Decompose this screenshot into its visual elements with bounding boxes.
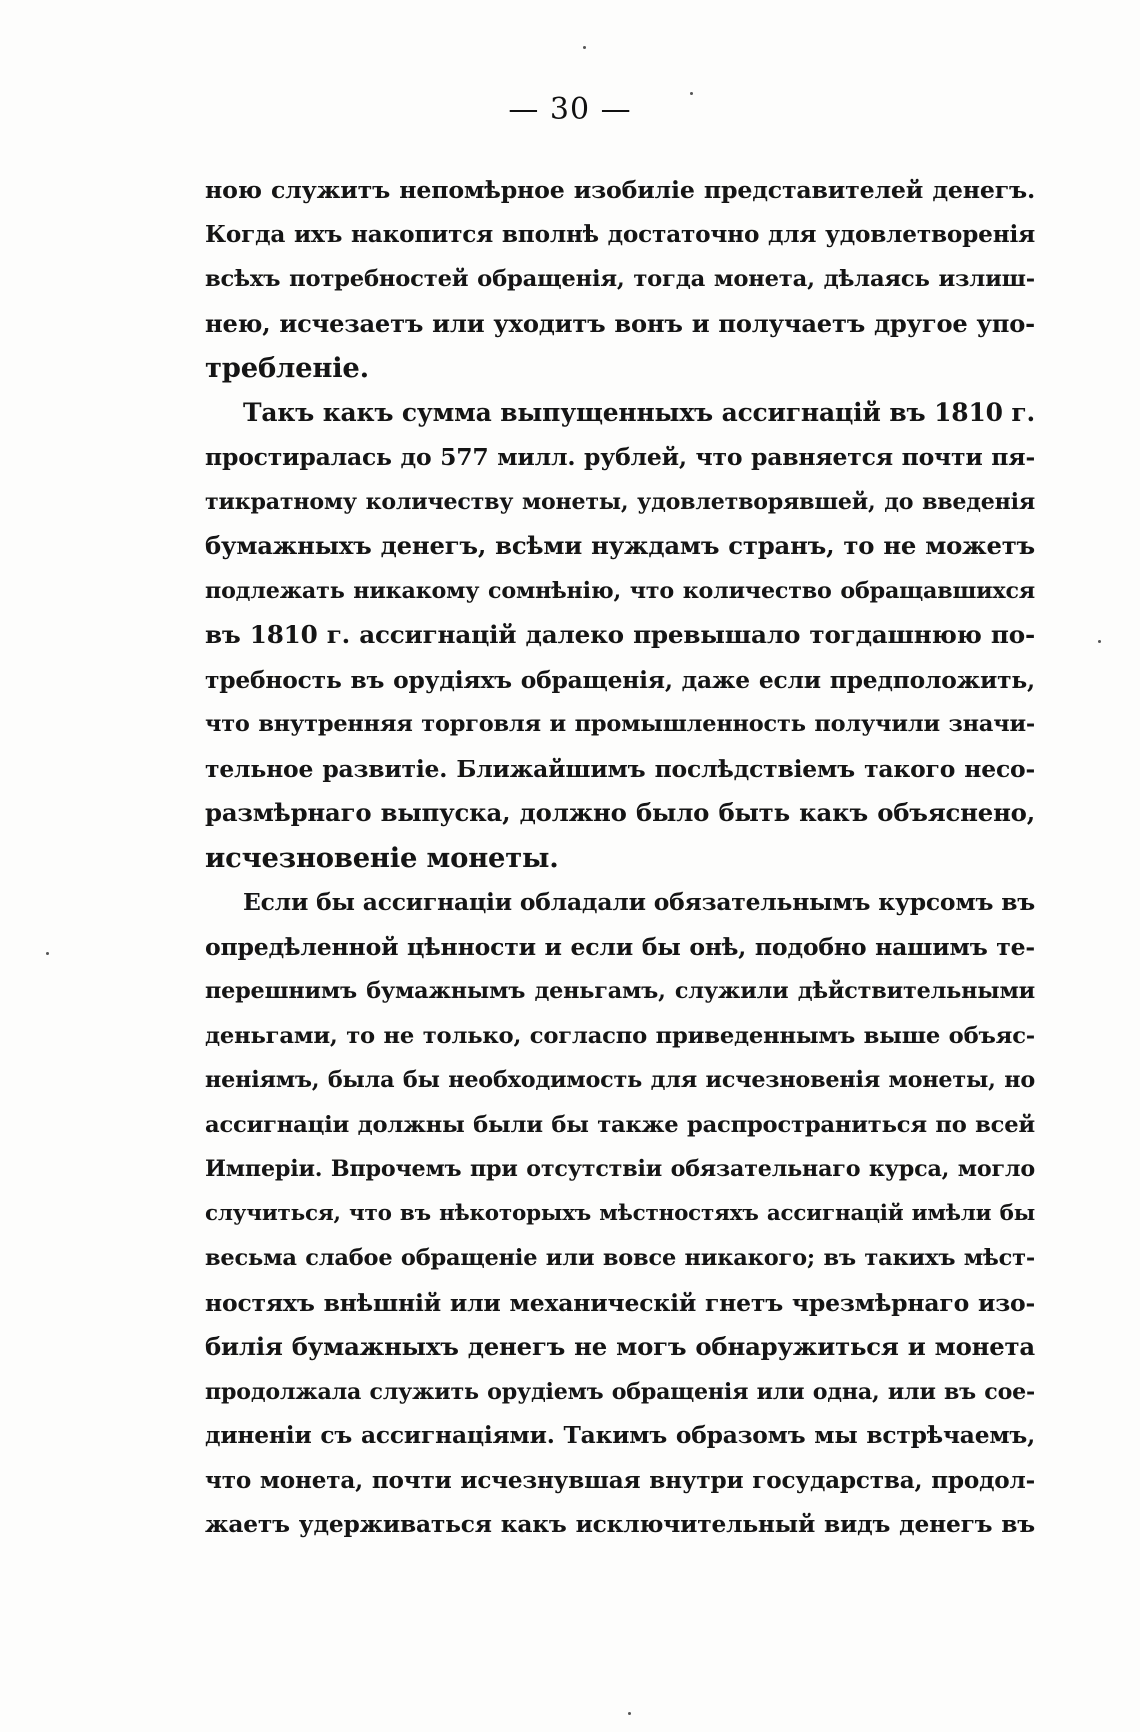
paragraph-2 bbox=[205, 391, 1035, 881]
body-text bbox=[205, 168, 1035, 1548]
text-line: билія бумажныхъ денегъ не могъ обнаружиться и монета bbox=[205, 1332, 1035, 1361]
text-line: Когда ихъ накопится вполнѣ достаточно для удовлетворенія bbox=[205, 220, 1035, 248]
text-line: въ 1810 г. ассигнацій далеко превышало тогдашнюю по- bbox=[205, 620, 1035, 649]
text-line: тельное развитіе. Ближайшимъ послѣдствіемъ такого несо- bbox=[205, 754, 1035, 783]
text-line: требность въ орудіяхъ обращенія, даже если предположить, bbox=[205, 665, 1035, 694]
text-line: размѣрнаго выпуска, должно было быть какъ объяснено, bbox=[205, 798, 1035, 827]
text-line: Если бы ассигнаціи обладали обязательнымъ курсомъ въ bbox=[243, 888, 1035, 916]
scan-speck bbox=[46, 952, 49, 955]
text-line: что внутренняя торговля и промышленность получили значи- bbox=[205, 711, 1035, 737]
text-line: Имперіи. Впрочемъ при отсутствіи обязательнаго курса, могло bbox=[205, 1156, 1035, 1182]
text-line: случиться, что въ нѣкоторыхъ мѣстностяхъ ассигнацій имѣли бы bbox=[205, 1200, 1035, 1226]
text-line: ассигнаціи должны были бы также распространиться по всей bbox=[205, 1111, 1035, 1138]
text-line: простиралась до 577 милл. рублей, что равняется почти пя- bbox=[205, 443, 1035, 471]
text-line: ною служитъ непомѣрное изобиліе представителей денегъ. bbox=[205, 176, 1035, 204]
text-line: нею, исчезаетъ или уходитъ вонъ и получаетъ другое упо- bbox=[205, 308, 1035, 338]
text-line: продолжала служить орудіемъ обращенія или одна, или въ сое- bbox=[205, 1378, 1035, 1405]
text-line: тикратному количеству монеты, удовлетворявшей, до введенія bbox=[205, 488, 1035, 515]
scan-speck bbox=[628, 1712, 631, 1715]
scan-speck bbox=[583, 46, 586, 49]
text-line: деньгами, то не только, согласпо приведеннымъ выше объяс- bbox=[205, 1022, 1035, 1049]
page-number: — 30 — bbox=[508, 92, 632, 127]
text-line: весьма слабое обращеніе или вовсе никакого; въ такихъ мѣст- bbox=[205, 1245, 1035, 1271]
scan-speck bbox=[690, 92, 693, 95]
text-line: бумажныхъ денегъ, всѣми нуждамъ странъ, то не можетъ bbox=[205, 531, 1035, 560]
text-line: жаетъ удерживаться какъ исключительный видъ денегъ въ bbox=[205, 1511, 1035, 1538]
text-line: всѣхъ потребностей обращенія, тогда монета, дѣлаясь излиш- bbox=[205, 266, 1035, 292]
text-line: диненіи съ ассигнаціями. Такимъ образомъ мы встрѣчаемъ, bbox=[205, 1422, 1035, 1449]
text-line: неніямъ, была бы необходимость для исчезновенія монеты, но bbox=[205, 1067, 1035, 1093]
text-line: перешнимъ бумажнымъ деньгамъ, служили дѣйствительными bbox=[205, 978, 1035, 1004]
paragraph-3 bbox=[205, 880, 1035, 1548]
scan-speck bbox=[1098, 640, 1101, 643]
text-line: требленіе. bbox=[205, 352, 369, 384]
text-line: исчезновеніе монеты. bbox=[205, 841, 559, 874]
text-line: подлежать никакому сомнѣнію, что количество обращавшихся bbox=[205, 577, 1035, 604]
text-line: Такъ какъ сумма выпущенныхъ ассигнацій въ 1810 г. bbox=[243, 397, 1035, 427]
text-line: что монета, почти исчезнувшая внутри государства, продол- bbox=[205, 1466, 1035, 1494]
text-line: ностяхъ внѣшній или механическій гнетъ чрезмѣрнаго изо- bbox=[205, 1288, 1035, 1317]
paragraph-1 bbox=[205, 168, 1035, 391]
text-line: опредѣленной цѣнности и если бы онѣ, подобно нашимъ те- bbox=[205, 932, 1035, 961]
